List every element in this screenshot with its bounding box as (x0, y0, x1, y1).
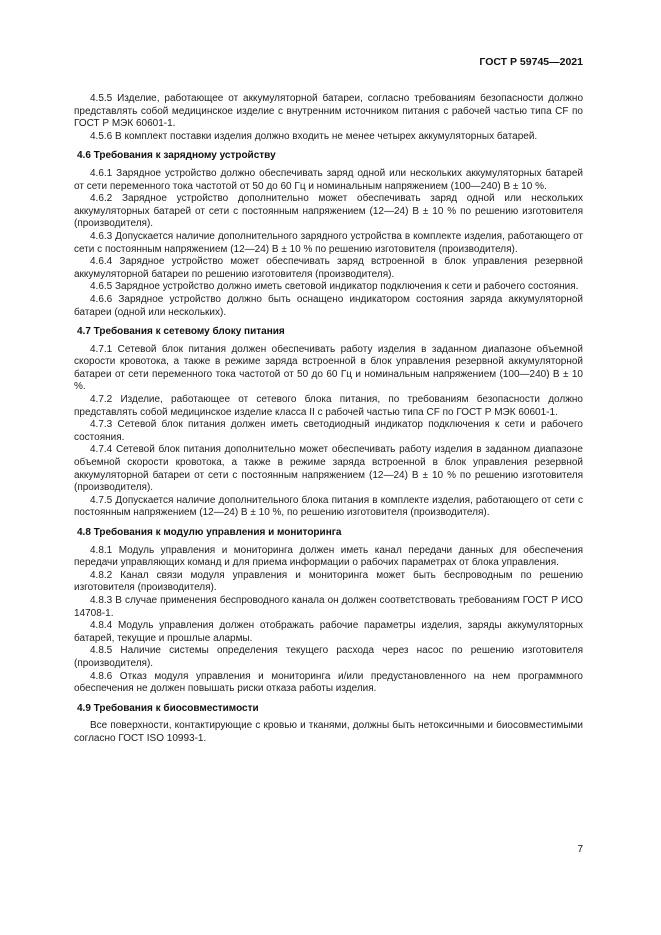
clause-4-7-4: 4.7.4 Сетевой блок питания дополнительно может обеспечивать работу изделия в заданном диапазоне объемной скорости кровотока, а также в режиме заряда встроенной в блок управления резервной аккумуляторной батареи от сети с постоянным напряжением (12—24) В ± 10 % по решению изготовителя (производителя). (74, 444, 583, 494)
clause-4-8-5: 4.8.5 Наличие системы определения текущего расхода через насос по решению изготовителя (производителя). (74, 645, 583, 669)
document-header: ГОСТ Р 59745—2021 (479, 56, 583, 68)
document-body (74, 93, 583, 746)
clause-4-7-2: 4.7.2 Изделие, работающее от сетевого блока питания, по требованиям безопасности должно представлять собой медицинское изделие класса II с рабочей частью типа CF по ГОСТ Р МЭК 60601-1. (74, 394, 583, 418)
section-heading-4-7: 4.7 Требования к сетевому блоку питания (77, 326, 285, 338)
clause-4-8-3: 4.8.3 В случае применения беспроводного канала он должен соответствовать требованиям ГОСТ Р ИСО 14708-1. (74, 594, 583, 619)
clause-4-6-3: 4.6.3 Допускается наличие дополнительного зарядного устройства в комплекте изделия, работающего от сети с постоянным напряжением (12—24) В ± 10 % по решению изготовителя (производителя). (74, 230, 583, 255)
section-heading-4-8: 4.8 Требования к модулю управления и мониторинга (77, 527, 342, 538)
clause-4-5-6: 4.5.6 В комплект поставки изделия должно входить не менее четырех аккумуляторных батарей. (90, 130, 538, 142)
clause-4-6-5: 4.6.5 Зарядное устройство должно иметь световой индикатор подключения к сети и рабочего состояния. (90, 281, 579, 293)
clause-4-8-6: 4.8.6 Отказ модуля управления и мониторинга и/или предустановленного на нем программного обеспечения не должен повышать риски отказа работы изделия. (74, 670, 583, 695)
clause-4-6-1: 4.6.1 Зарядное устройство должно обеспечивать заряд одной или нескольких аккумуляторных батарей от сети переменного тока частотой от 50 до 60 Гц и номинальным напряжением (100—240) В ± 10 %. (74, 167, 583, 192)
clause-4-6-4: 4.6.4 Зарядное устройство может обеспечивать заряд встроенной в блок управления резервной аккумуляторной батареи по решению изготовителя (производителя). (74, 256, 583, 280)
page-number: 7 (577, 844, 583, 855)
clause-4-6-2: 4.6.2 Зарядное устройство дополнительно может обеспечивать заряд одной или нескольких аккумуляторных батарей от сети с постоянным напряжением (12—24) В ± 10 % по решению изготовителя (производителя). (74, 193, 583, 230)
section-heading-4-9: 4.9 Требования к биосовместимости (77, 702, 259, 714)
clause-4-8-2: 4.8.2 Канал связи модуля управления и мониторинга может быть беспроводным по решению изготовителя (производителя). (74, 569, 583, 594)
clause-4-6-6: 4.6.6 Зарядное устройство должно быть оснащено индикатором состояния заряда аккумуляторной батареи (одной или нескольких). (74, 293, 583, 318)
clause-4-7-3: 4.7.3 Сетевой блок питания должен иметь светодиодный индикатор подключения к сети и рабочего состояния. (74, 419, 583, 443)
clause-4-8-1: 4.8.1 Модуль управления и мониторинга должен иметь канал передачи данных для обеспечения передачи управляющих команд и для приема информации о рабочих параметрах от блока управления. (74, 544, 583, 569)
clause-4-8-4: 4.8.4 Модуль управления должен отображать рабочие параметры изделия, заряды аккумуляторных батарей, текущие и прошлые алармы. (74, 620, 583, 644)
section-heading-4-6: 4.6 Требования к зарядному устройству (77, 150, 276, 162)
clause-4-7-1: 4.7.1 Сетевой блок питания должен обеспечивать работу изделия в заданном диапазоне объемной скорости кровотока, а также в режиме заряда встроенной в блок управления резервной аккумуляторной батареи от сети переменного тока частотой от 50 до 60 Гц и номинальным напряжением (100—240) В ± 10 %. (74, 343, 583, 393)
clause-4-7-5: 4.7.5 Допускается наличие дополнительного блока питания в комплекте изделия, работающего от сети с постоянным напряжением (12—24) В ± 10 %, по решению изготовителя (производителя). (74, 494, 583, 519)
clause-4-5-5: 4.5.5 Изделие, работающее от аккумуляторной батареи, согласно требованиям безопасности должно представлять собой медицинское изделие с внутренним источником питания с рабочей частью типа CF по ГОСТ Р МЭК 60601-1. (74, 93, 583, 130)
clause-4-9-text: Все поверхности, контактирующие с кровью и тканями, должны быть нетоксичными и биосовместимыми согласно ГОСТ ISO 10993-1. (74, 720, 583, 744)
